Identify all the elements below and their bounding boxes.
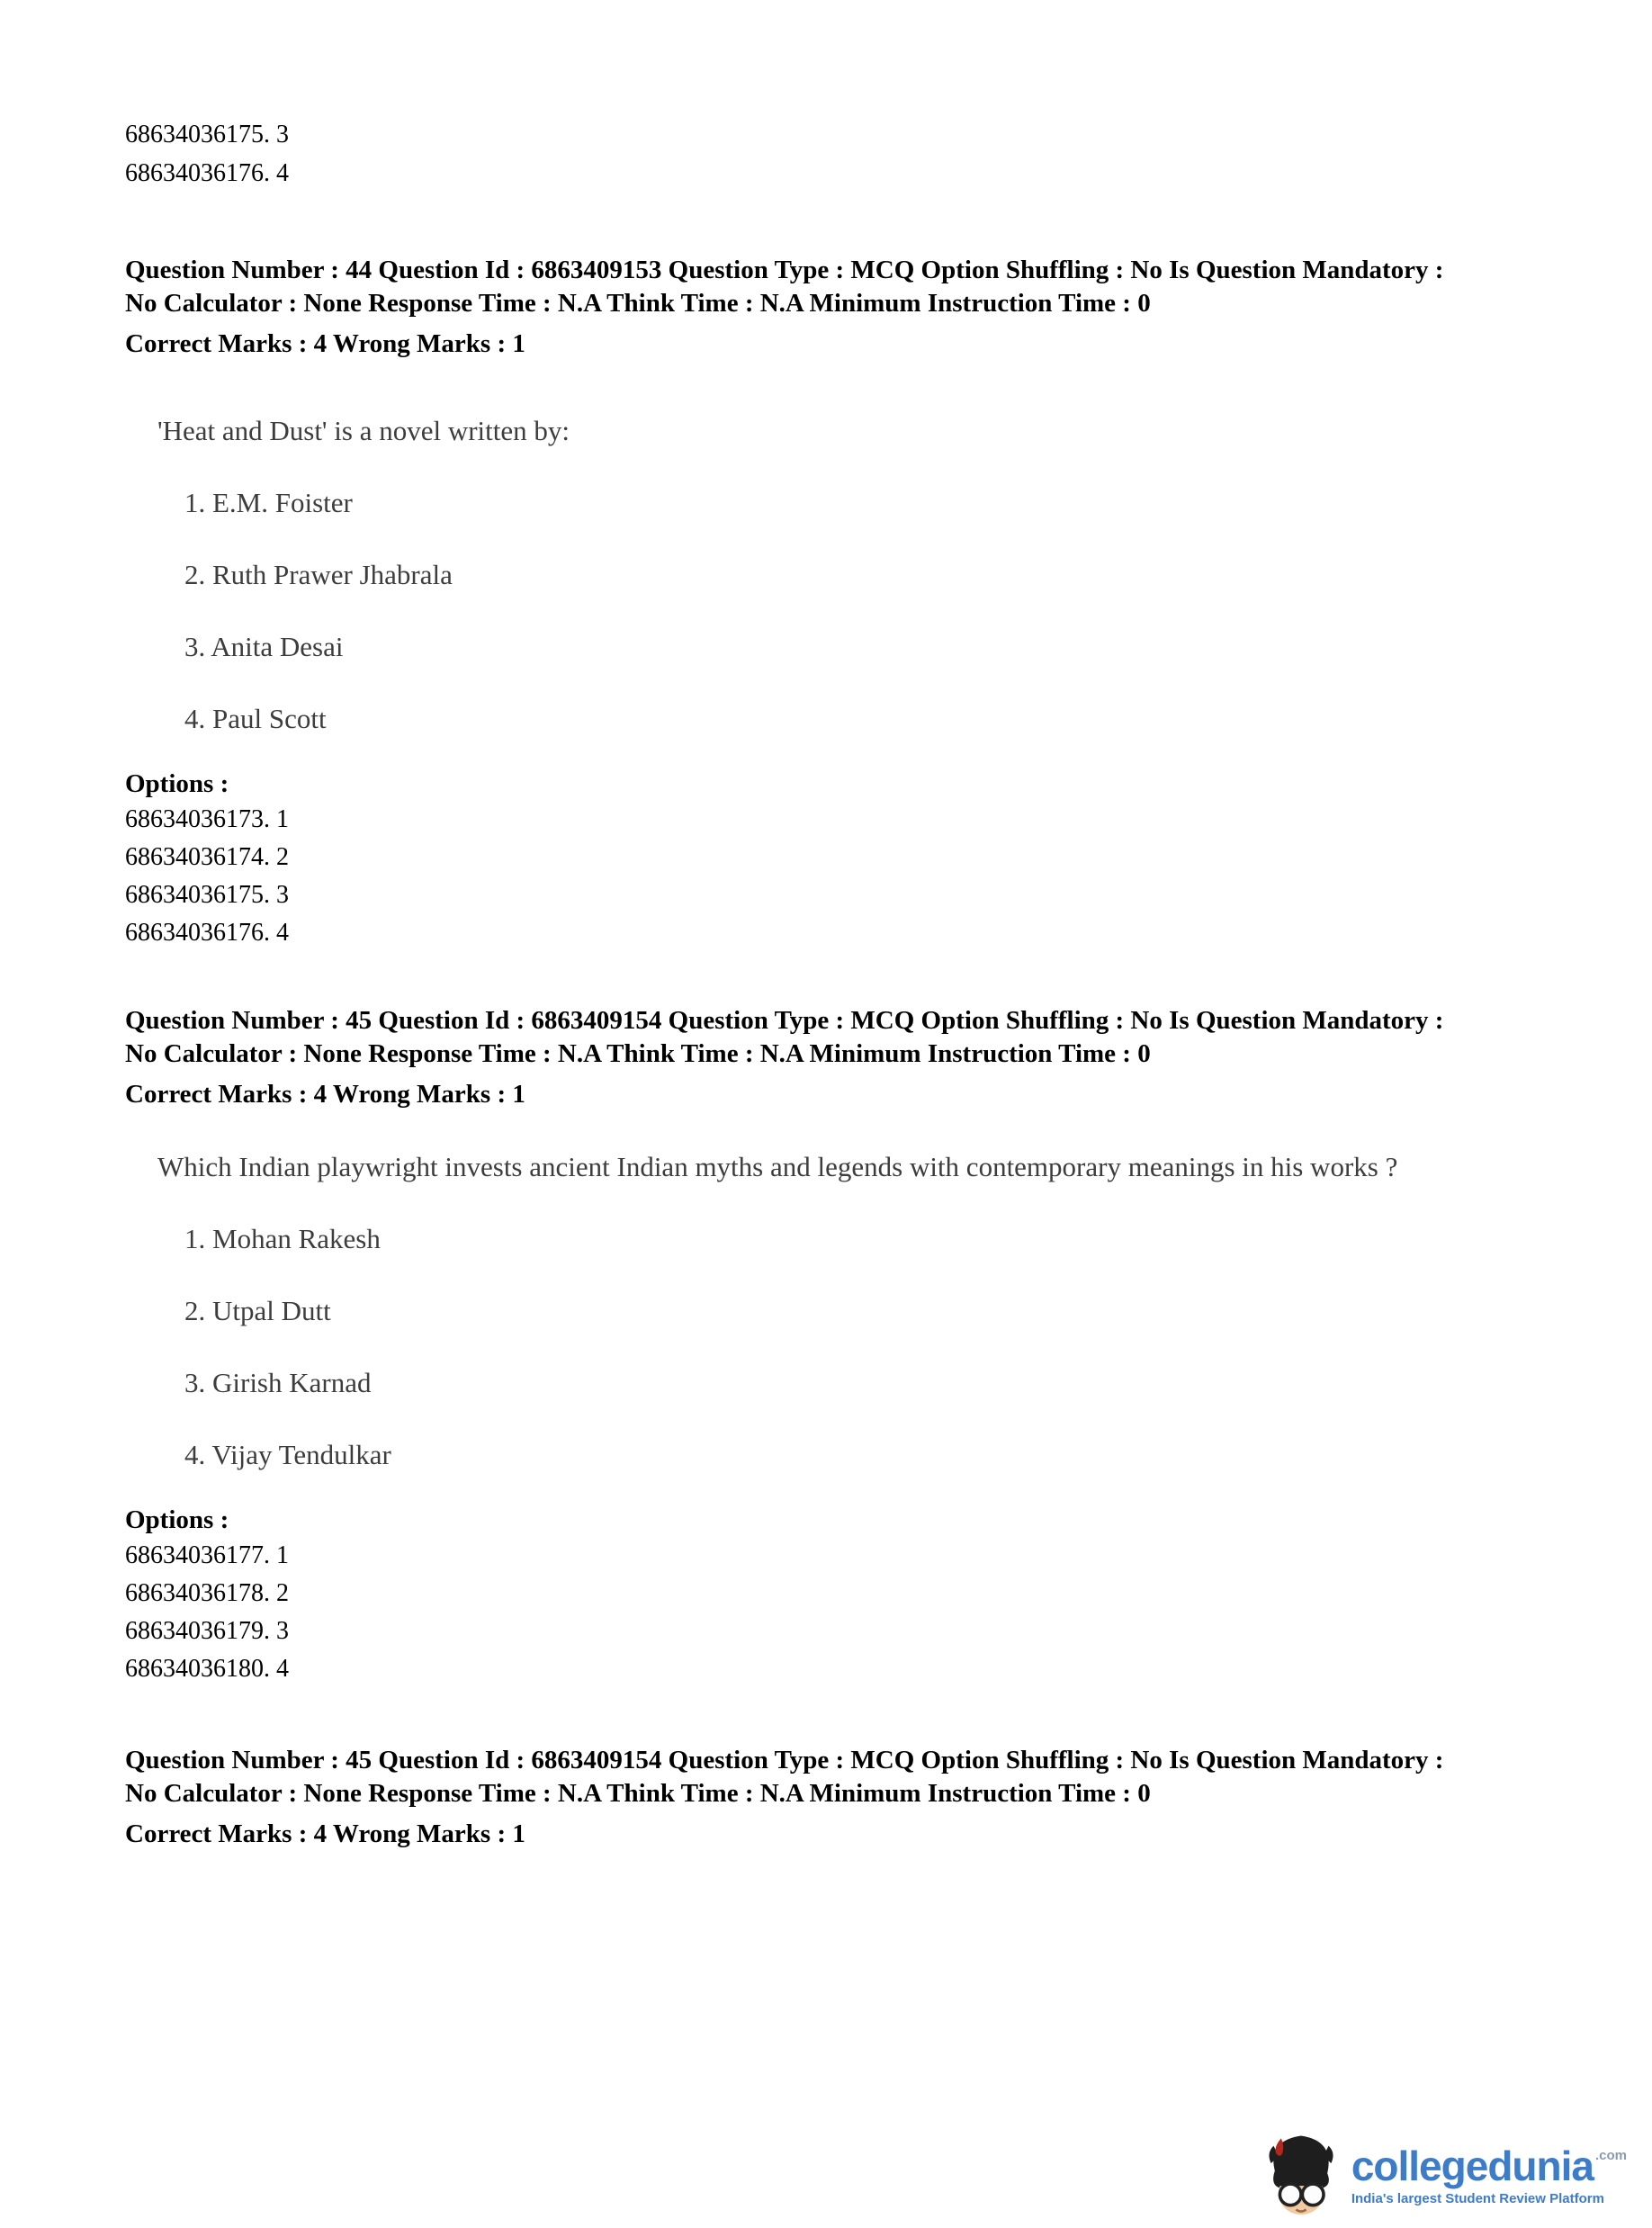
question-block-44: [125, 254, 1616, 952]
collegedunia-mascot-icon: [1258, 2131, 1344, 2221]
question-text: Which Indian playwright invests ancient Indian myths and legends with contemporary meanings in his works ?: [157, 1151, 1398, 1182]
question-header-line1: Question Number : 44 Question Id : 6863409153 Question Type : MCQ Option Shuffling : No Is Question Mandatory :: [125, 256, 1444, 284]
option-id-line: 68634036177. 1: [125, 1541, 289, 1569]
option-id-line: 68634036176. 4: [125, 159, 289, 187]
collegedunia-logo[interactable]: [1258, 2131, 1627, 2221]
choice-item: 1. Mohan Rakesh: [184, 1223, 381, 1254]
question-body-image: [125, 1147, 1616, 1475]
option-id-line: 68634036173. 1: [125, 805, 289, 833]
question-meta-header: [125, 1744, 1616, 1851]
logo-tagline: India's largest Student Review Platform: [1351, 2191, 1604, 2206]
option-id-line: 68634036178. 2: [125, 1579, 289, 1607]
options-label: Options :: [125, 1505, 229, 1534]
choice-item: 2. Ruth Prawer Jhabrala: [184, 559, 453, 590]
question-block-45: [125, 1004, 1616, 1688]
option-id-list: [125, 1537, 1616, 1688]
question-header-line1: Question Number : 45 Question Id : 6863409154 Question Type : MCQ Option Shuffling : No Is Question Mandatory :: [125, 1746, 1444, 1774]
question-text: 'Heat and Dust' is a novel written by:: [157, 415, 570, 446]
question-body-image: [125, 411, 1616, 739]
logo-brand-name: collegedunia: [1351, 2143, 1594, 2189]
option-id-line: 68634036180. 4: [125, 1655, 289, 1683]
option-id-line: 68634036175. 3: [125, 881, 289, 909]
logo-tld: .com: [1594, 2148, 1627, 2163]
choice-item: 4. Paul Scott: [184, 703, 327, 734]
marks-line: Correct Marks : 4 Wrong Marks : 1: [125, 329, 525, 358]
choice-item: 2. Utpal Dutt: [184, 1295, 331, 1326]
option-id-list: [125, 801, 1616, 952]
question-block-next: [125, 1744, 1616, 1851]
logo-text: [1351, 2145, 1627, 2206]
options-label: Options :: [125, 769, 229, 798]
leading-option-ids: [125, 115, 1616, 193]
option-id-line: 68634036179. 3: [125, 1617, 289, 1645]
option-id-line: 68634036174. 2: [125, 843, 289, 871]
question-meta-header: [125, 254, 1616, 361]
choice-item: 4. Vijay Tendulkar: [184, 1439, 391, 1470]
question-meta-header: [125, 1004, 1616, 1111]
choice-item: 3. Anita Desai: [184, 631, 344, 662]
question-header-line2: No Calculator : None Response Time : N.A Think Time : N.A Minimum Instruction Time : 0: [125, 1039, 1151, 1068]
question-header-line1: Question Number : 45 Question Id : 6863409154 Question Type : MCQ Option Shuffling : No Is Question Mandatory :: [125, 1006, 1444, 1035]
choice-item: 3. Girish Karnad: [184, 1367, 372, 1398]
marks-line: Correct Marks : 4 Wrong Marks : 1: [125, 1819, 525, 1848]
marks-line: Correct Marks : 4 Wrong Marks : 1: [125, 1080, 525, 1109]
choice-item: 1. E.M. Foister: [184, 487, 353, 518]
question-header-line2: No Calculator : None Response Time : N.A Think Time : N.A Minimum Instruction Time : 0: [125, 289, 1151, 318]
question-header-line2: No Calculator : None Response Time : N.A Think Time : N.A Minimum Instruction Time : 0: [125, 1779, 1151, 1808]
option-id-line: 68634036175. 3: [125, 121, 289, 148]
option-id-line: 68634036176. 4: [125, 919, 289, 947]
